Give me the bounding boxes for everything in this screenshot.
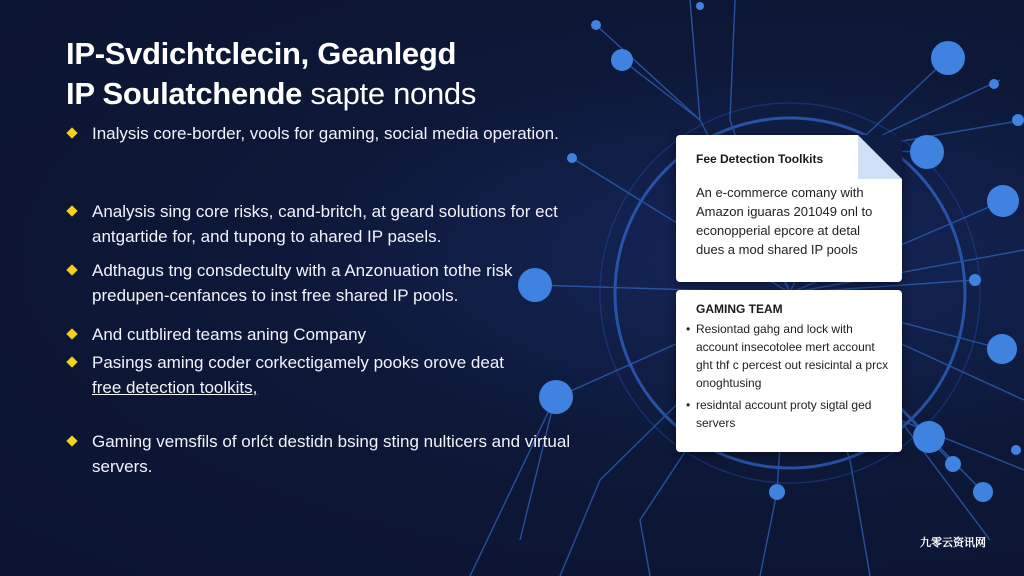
bullet-dot-icon: • [686,322,691,336]
title-line-1: IP-Svdichtclecin, Geanlegd [66,36,457,71]
card-body: An e-commerce comany with Amazon iguaras 201049 onl to econopperial epcore at detal dues a mod shared IP pools [696,185,873,257]
page-title [66,34,586,114]
bullet-text-main: Pasings aming coder corkectigamely pooks orove deat [92,353,504,372]
list-item-text: Resiontad gahg and lock with account insecotolee mert account ght thf c percest out resicintal a prcx onoghtusing [696,322,889,390]
diamond-bullet-icon [66,264,77,275]
bullet-text: Gaming vemsfils of orlćt destidn bsing sting nulticers and virtual servers. [92,432,571,476]
diamond-bullet-icon [66,356,77,367]
card-title: GAMING TEAM [696,302,783,316]
diamond-bullet-icon [66,205,77,216]
watermark-logo: 九零云资讯网 [920,536,986,549]
title-line-2 [66,74,586,114]
bullet-text [92,350,586,400]
diamond-bullet-icon [66,435,77,446]
list-item [686,320,891,392]
title-line-2-bold: IP Soulatchende [66,76,303,111]
bullet-item [66,429,586,479]
bullet-text: And cutblired teams aning Company [92,325,367,344]
gaming-team-list [686,320,891,436]
bullet-dot-icon: • [686,398,691,412]
bullet-item [66,322,586,347]
folded-corner-icon [858,135,902,179]
bullet-item [66,199,586,249]
list-item-text: residntal account proty sigtal ged servers [696,398,872,430]
fee-detection-card [676,135,902,282]
bullet-text: Analysis sing core risks, cand-britch, at geard solutions for ect antgartide for, and tupong to ahared IP pasels. [92,202,558,246]
bullet-item [66,121,586,146]
bullet-text: Inalysis core-border, vools for gaming, social media operation. [92,124,559,143]
title-line-2-light: sapte nonds [302,76,477,111]
card-title: Fee Detection Toolkits [696,152,824,166]
free-detection-toolkits-link[interactable]: free detection toolkits, [92,378,258,397]
bullet-text: Adthagus tng consdectulty with a Anzonuation tothe risk predupen-cenfances to inst free shared IP pools. [92,261,513,305]
diamond-bullet-icon [66,127,77,138]
gaming-team-card [676,290,902,452]
bullet-item [66,258,586,308]
list-item [686,396,891,432]
bullet-item [66,350,586,400]
diamond-bullet-icon [66,328,77,339]
